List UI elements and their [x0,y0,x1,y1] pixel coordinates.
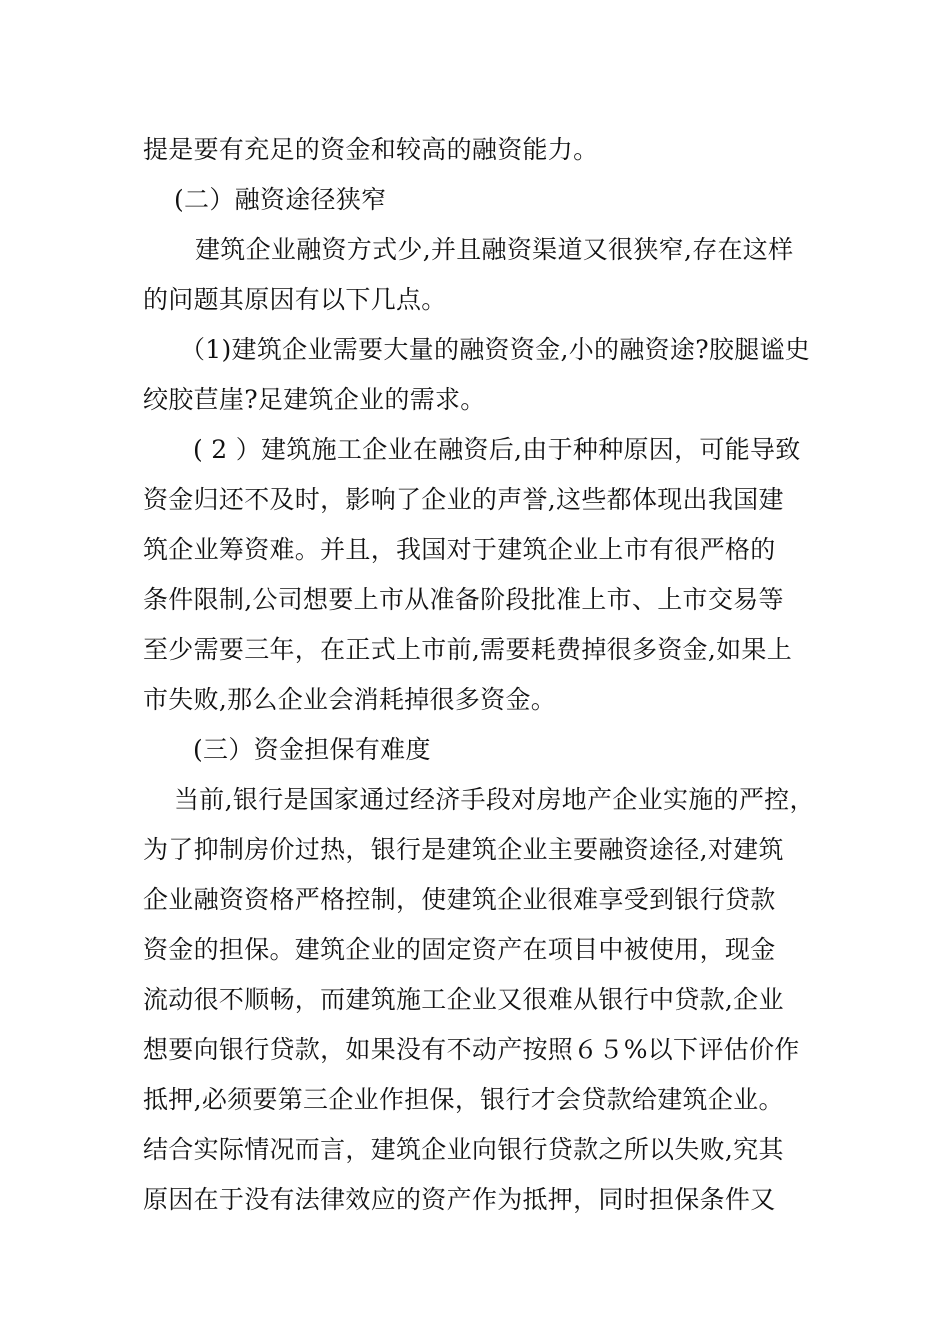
text-line-1: 提是要有充足的资金和较高的融资能力。 [143,135,599,164]
text-line-7: ( 2 ）建筑施工企业在融资后,由于种种原因，可能导致 [193,435,801,464]
text-line-5: （1)建筑企业需要大量的融资资金,小的融资途?胶腿谧史 [180,335,811,364]
text-line-12: 市失败,那么企业会消耗掉很多资金。 [143,685,557,714]
text-line-15: 为了抑制房价过热，银行是建筑企业主要融资途径,对建筑 [143,835,784,864]
section-heading-3: (三）资金担保有难度 [193,735,431,764]
text-line-17: 资金的担保。建筑企业的固定资产在项目中被使用，现金 [143,935,776,964]
text-line-16: 企业融资资格严格控制，使建筑企业很难享受到银行贷款 [143,885,776,914]
text-line-8: 资金归还不及时，影响了企业的声誉,这些都体现出我国建 [143,485,784,514]
text-line-9: 筑企业筹资难。并且，我国对于建筑企业上市有很严格的 [143,535,776,564]
text-line-18: 流动很不顺畅，而建筑施工企业又很难从银行中贷款,企业 [143,985,784,1014]
text-line-22: 原因在于没有法律效应的资产作为抵押，同时担保条件又 [143,1185,776,1214]
text-line-19: 想要向银行贷款，如果没有不动产按照６５%以下评估价作 [143,1035,800,1064]
text-line-6: 绞胶苣崖?足建筑企业的需求。 [143,385,486,414]
text-line-21: 结合实际情况而言，建筑企业向银行贷款之所以失败,究其 [143,1135,784,1164]
section-heading-2: (二）融资途径狭窄 [174,185,387,214]
text-line-3: 建筑企业融资方式少,并且融资渠道又很狭窄,存在这样 [195,235,794,264]
text-line-4: 的问题其原因有以下几点。 [143,285,447,314]
text-line-10: 条件限制,公司想要上市从准备阶段批准上市、上市交易等 [143,585,784,614]
text-line-20: 抵押,必须要第三企业作担保，银行才会贷款给建筑企业。 [143,1085,784,1114]
text-line-11: 至少需要三年，在正式上市前,需要耗费掉很多资金,如果上 [143,635,792,664]
text-line-14: 当前,银行是国家通过经济手段对房地产企业实施的严控， [174,785,815,814]
